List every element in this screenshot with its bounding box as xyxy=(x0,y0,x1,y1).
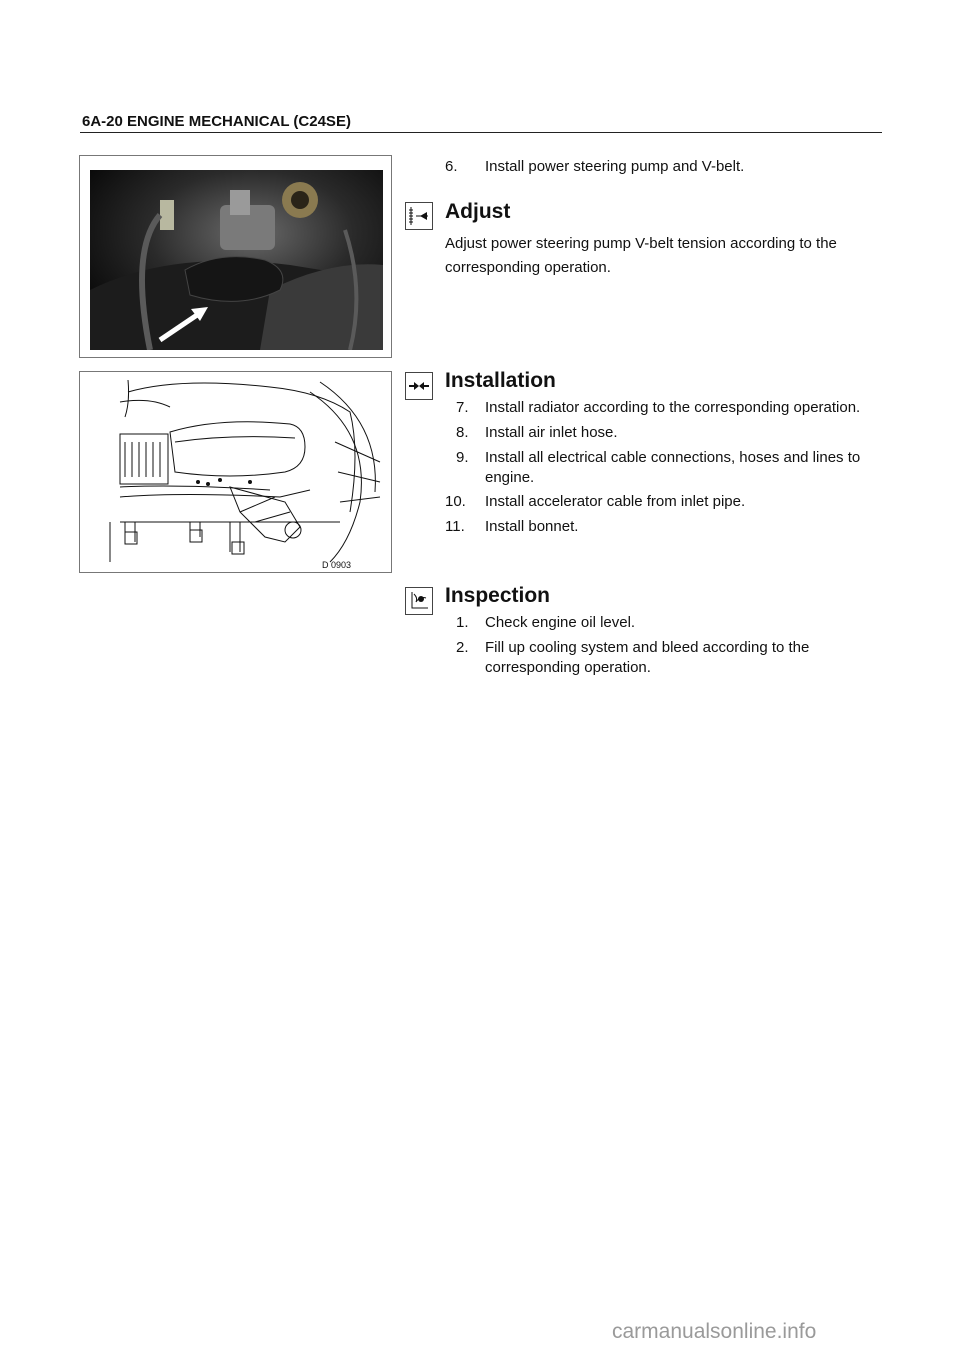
list-item-number: 9. xyxy=(456,449,469,466)
list-item xyxy=(445,613,885,633)
adjust-title: Adjust xyxy=(445,200,511,223)
list-item-number: 10. xyxy=(445,493,466,510)
figure-power-steering-photo xyxy=(79,155,392,358)
adjust-gauge-icon xyxy=(405,202,433,230)
installation-title: Installation xyxy=(445,369,556,392)
list-item xyxy=(445,492,885,512)
adjust-text: Adjust power steering pump V-belt tension according to the corresponding operation. xyxy=(445,235,837,276)
list-item-number: 8. xyxy=(456,424,469,441)
header-rule xyxy=(80,132,882,133)
list-item-text: Install accelerator cable from inlet pipe. xyxy=(485,493,746,510)
list-item-number: 7. xyxy=(456,399,469,416)
figure-installation-drawing xyxy=(79,371,392,573)
watermark: carmanualsonline.info xyxy=(612,1320,817,1343)
figure-code-label: D 0903 xyxy=(322,560,352,570)
list-item-text: Fill up cooling system and bleed according to the corresponding operation. xyxy=(485,639,810,676)
list-item xyxy=(445,638,885,678)
list-item-number: 11. xyxy=(445,518,465,535)
list-item-text: Install bonnet. xyxy=(485,518,579,535)
page-header: 6A-20 ENGINE MECHANICAL (C24SE) xyxy=(82,113,351,130)
list-item xyxy=(445,448,885,488)
engine-photo xyxy=(90,170,383,350)
list-item xyxy=(445,423,885,443)
step-number: 6. xyxy=(445,158,458,175)
step-text: Install power steering pump and V-belt. xyxy=(485,158,745,175)
list-item-text: Check engine oil level. xyxy=(485,614,636,631)
list-item-text: Install radiator according to the corresponding operation. xyxy=(485,399,861,416)
engine-line-drawing xyxy=(80,372,391,572)
list-item-number: 1. xyxy=(456,614,469,631)
inspection-title: Inspection xyxy=(445,584,551,607)
list-item xyxy=(445,517,885,537)
list-item xyxy=(445,398,885,418)
list-item-number: 2. xyxy=(456,639,469,656)
installation-arrows-icon xyxy=(405,372,433,400)
inspection-eye-icon xyxy=(405,587,433,615)
list-item-text: Install air inlet hose. xyxy=(485,424,618,441)
list-item-text: Install all electrical cable connections, hoses and lines to engine. xyxy=(485,449,861,486)
